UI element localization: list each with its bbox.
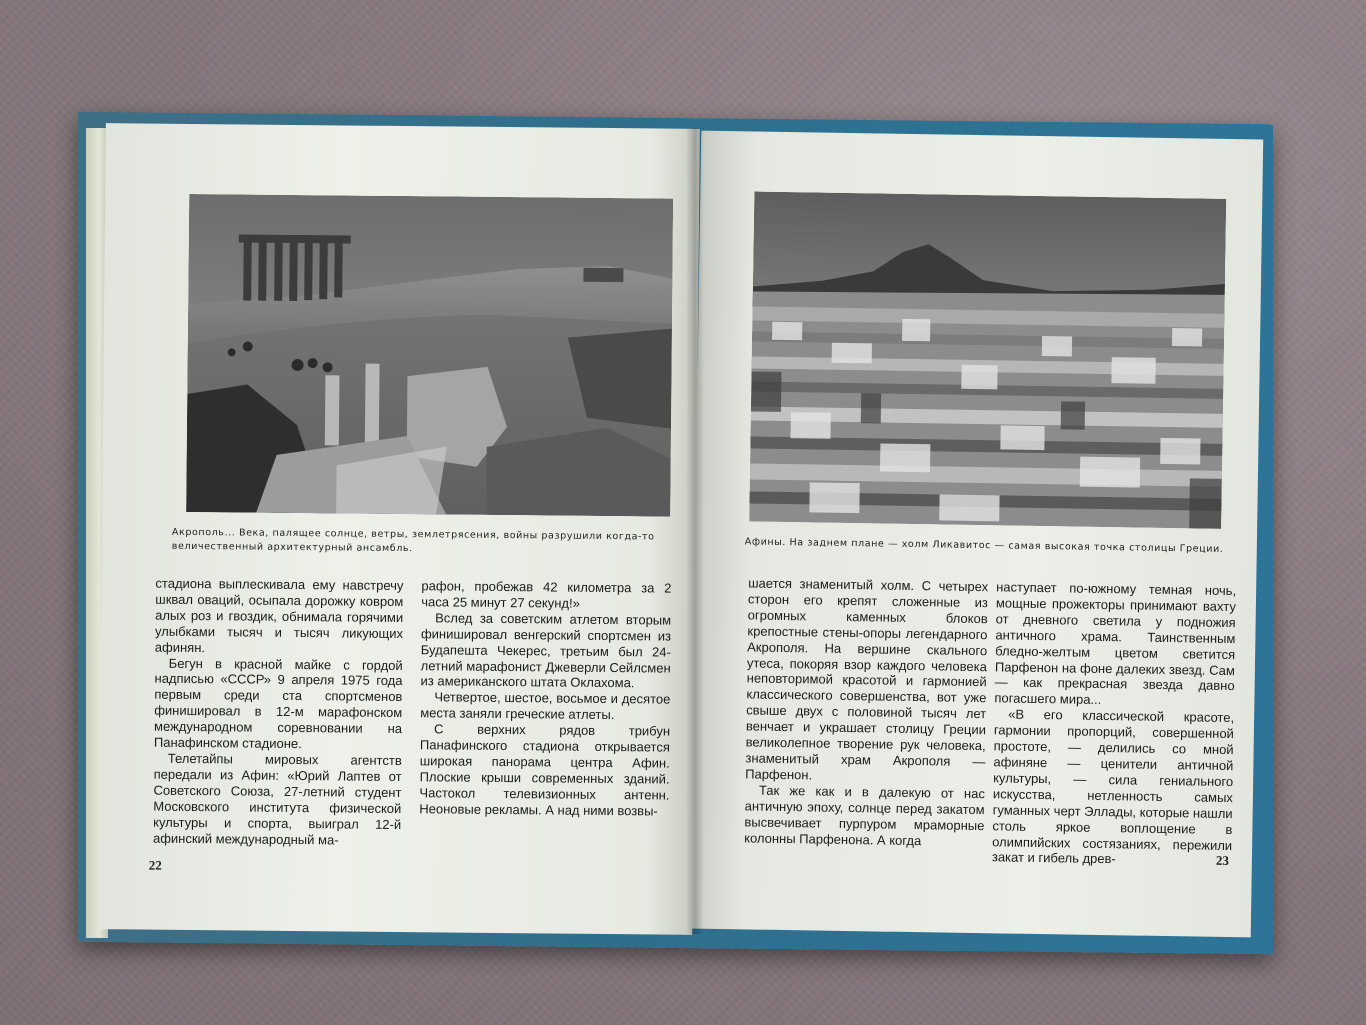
paragraph: Вслед за советским атлетом вторым финишировал венгерский спортсмен из Будапешта Чекерес, третьим был 24-летний марафонист Джеверли Сейлсмен из американского штата Оклахома. (420, 610, 672, 691)
text-column (992, 579, 1236, 869)
athens-photo (749, 191, 1226, 528)
left-page (98, 123, 700, 935)
book-gutter (686, 128, 704, 934)
paragraph: стадиона выплескивала ему навстречу шквал оваций, осыпала дорожку ковром алых роз и гвоздик, обнимала горячими улыбками тысяч и тысяч ликующих афинян. (154, 575, 404, 655)
paragraph: Телетайпы мировых агентств передали из Афин: «Юрий Лаптев от Советского Союза, 27-летний студент Московского института физической культуры и спорта, выиграл 12-й афинский международный ма- (152, 750, 402, 847)
photo-caption: Акрополь... Века, палящее солнце, ветры, землетрясения, войны разрушили когда-то величественный архитектурный ансамбль. (171, 526, 655, 555)
paragraph: Бегун в красной майке с гордой надписью «СССР» 9 апреля 1975 года первым среди ста спортсменов финишировал в 12-м марафонском международном соревновании на Панафинском стадионе. (153, 655, 403, 752)
page-number: 23 (1215, 852, 1230, 869)
acropolis-photo (186, 194, 673, 517)
text-column (419, 578, 671, 819)
paragraph: рафон, пробежав 42 километра за 2 часа 25 минут 27 секунд!» (421, 578, 672, 611)
paragraph: Так же как и в далекую от нас античную эпоху, солнце перед закатом высвечивает пурпуром мраморные колонны Парфенона. А когда (744, 782, 986, 848)
photo-caption: Афины. На заднем плане — холм Ликавитос — самая высокая точка столицы Греции. (744, 536, 1224, 555)
paragraph: С верхних рядов трибун Панафинского стадиона открывается широкая панорама центра Афин. Плоские крыши современных зданий. Частокол телевизионных антенн. Неоновые рекламы. А над ними возвы- (419, 721, 671, 819)
page-number: 22 (148, 857, 162, 873)
right-page (689, 131, 1263, 938)
paragraph: «В его классической красоте, гармонии пропорций, совершенной простоте, — делились со мной афиняне — ценители античной культуры, — сила гениального искусства, нетленность самых гуманных черт Эллады, которые нашли столь яркое воплощение в олимпийских состязаниях, пережили закат и гибель древ- (991, 706, 1235, 867)
paragraph: наступает по-южному темная ночь, мощные прожекторы принимают вахту от дневного светила у подножия античного храма. Таинственным бледно-желтым цветом светится Парфенон на фоне далеких звезд. Сам — как прекрасная звезда давно погасшего мира... (994, 579, 1237, 708)
paragraph: Четвертое, шестое, восьмое и десятое места заняли греческие атлеты. (420, 689, 671, 723)
paragraph: шается знаменитый холм. С четырех сторон его крепят сложенные из огромных каменных блоков крепостные стены-опоры легендарного Акрополя. На вершине скального утеса, покоряя взор каждого человека неповторимой красотой и гармонией классического совершенства, вот уже свыше двух с половиной тысяч лет венчает и украшает столицу Греции великолепное творение рук человека, знаменитый храм Акрополя — Парфенон. (745, 575, 989, 783)
text-column (153, 576, 404, 849)
text-column (744, 575, 988, 849)
